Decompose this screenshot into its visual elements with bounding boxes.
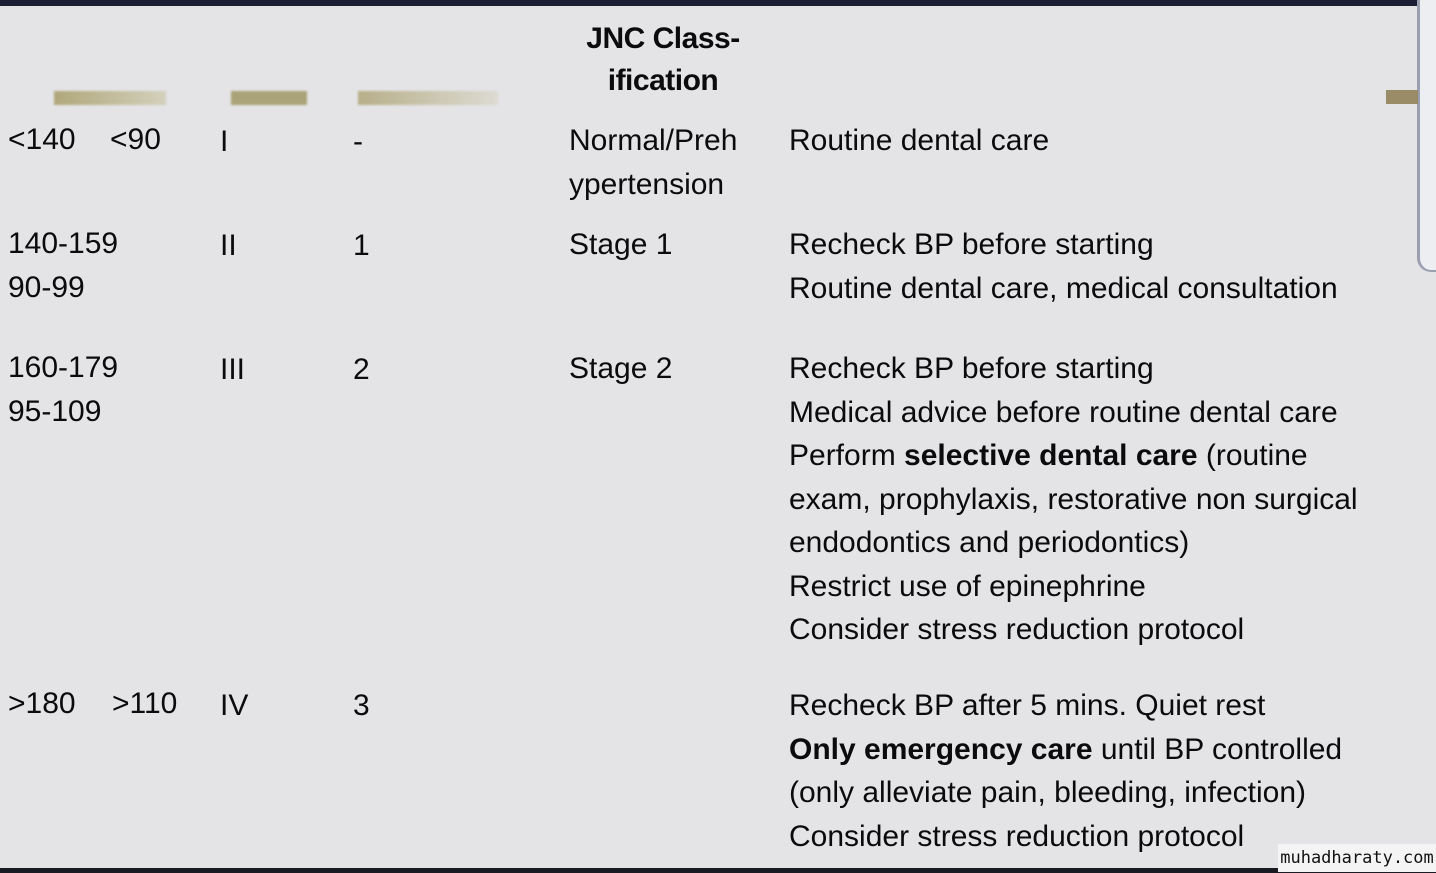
care-line: Recheck BP after 5 mins. Quiet rest	[789, 689, 1266, 722]
bp-systolic: 140-159	[8, 227, 119, 260]
jnc-line: Stage 2	[569, 352, 673, 385]
faded-header-smudge	[358, 91, 498, 105]
care-line: Recheck BP before starting	[789, 352, 1154, 385]
bp-diastolic: <90	[110, 123, 161, 156]
bp-diastolic: 90-99	[8, 270, 85, 304]
asa-class: II	[220, 229, 237, 262]
care-line: Routine dental care, medical consultation	[789, 271, 1338, 305]
jnc-classification	[569, 347, 672, 391]
care-text: until BP controlled	[1092, 732, 1343, 766]
jnc-line: ypertension	[569, 167, 725, 201]
asa-class: I	[220, 125, 229, 158]
stage-number: 1	[353, 229, 370, 262]
care-text: (routine	[1197, 439, 1308, 472]
care-line: Routine dental care	[789, 124, 1050, 157]
care-emphasis: Only emergency care	[789, 732, 1093, 766]
care-line: Restrict use of epinephrine	[789, 569, 1146, 603]
care-line-mixed	[789, 434, 1358, 478]
faded-header-smudge	[231, 91, 307, 105]
bp-systolic: <140	[8, 123, 76, 156]
jnc-classification	[569, 223, 672, 267]
faded-header-smudge	[54, 91, 166, 105]
bp-diastolic: 95-109	[8, 394, 102, 428]
care-line: Consider stress reduction protocol	[789, 819, 1245, 853]
bp-systolic: >180	[8, 687, 76, 720]
care-line: Consider stress reduction protocol	[789, 613, 1245, 646]
jnc-classification-header	[568, 18, 758, 102]
jnc-line: Stage 1	[569, 228, 673, 261]
stage-number: 3	[353, 689, 370, 722]
bp-diastolic: >110	[112, 687, 178, 720]
bp-range	[8, 346, 118, 433]
jnc-line: Normal/Preh	[569, 124, 738, 157]
care-emphasis: selective dental care	[904, 439, 1198, 472]
top-border	[0, 0, 1436, 6]
bottom-border	[0, 868, 1436, 873]
care-line-mixed	[789, 728, 1342, 772]
care-line: Medical advice before routine dental care	[789, 395, 1338, 429]
dental-care-recommendation	[789, 223, 1338, 310]
dental-care-recommendation	[789, 119, 1049, 163]
bp-systolic: 160-179	[8, 351, 119, 384]
care-text: Perform	[789, 439, 905, 472]
dental-care-recommendation	[789, 347, 1358, 652]
header-line: JNC Class-	[586, 22, 740, 55]
stage-number: 2	[353, 353, 370, 386]
dental-care-recommendation	[789, 684, 1342, 858]
site-watermark: muhadharaty.com	[1278, 844, 1436, 872]
stage-number: -	[353, 125, 363, 158]
asa-class: IV	[220, 689, 249, 722]
jnc-classification	[569, 119, 737, 206]
slide-frame-edge	[1417, 0, 1436, 272]
care-line: (only alleviate pain, bleeding, infection)	[789, 776, 1306, 809]
care-line: Recheck BP before starting	[789, 228, 1154, 261]
bp-range	[8, 222, 118, 309]
care-line: endodontics and periodontics)	[789, 526, 1190, 559]
asa-class: III	[220, 353, 246, 386]
header-line: ification	[607, 64, 719, 97]
care-line: exam, prophylaxis, restorative non surgical	[789, 482, 1358, 516]
faded-header-smudge	[1386, 90, 1418, 104]
